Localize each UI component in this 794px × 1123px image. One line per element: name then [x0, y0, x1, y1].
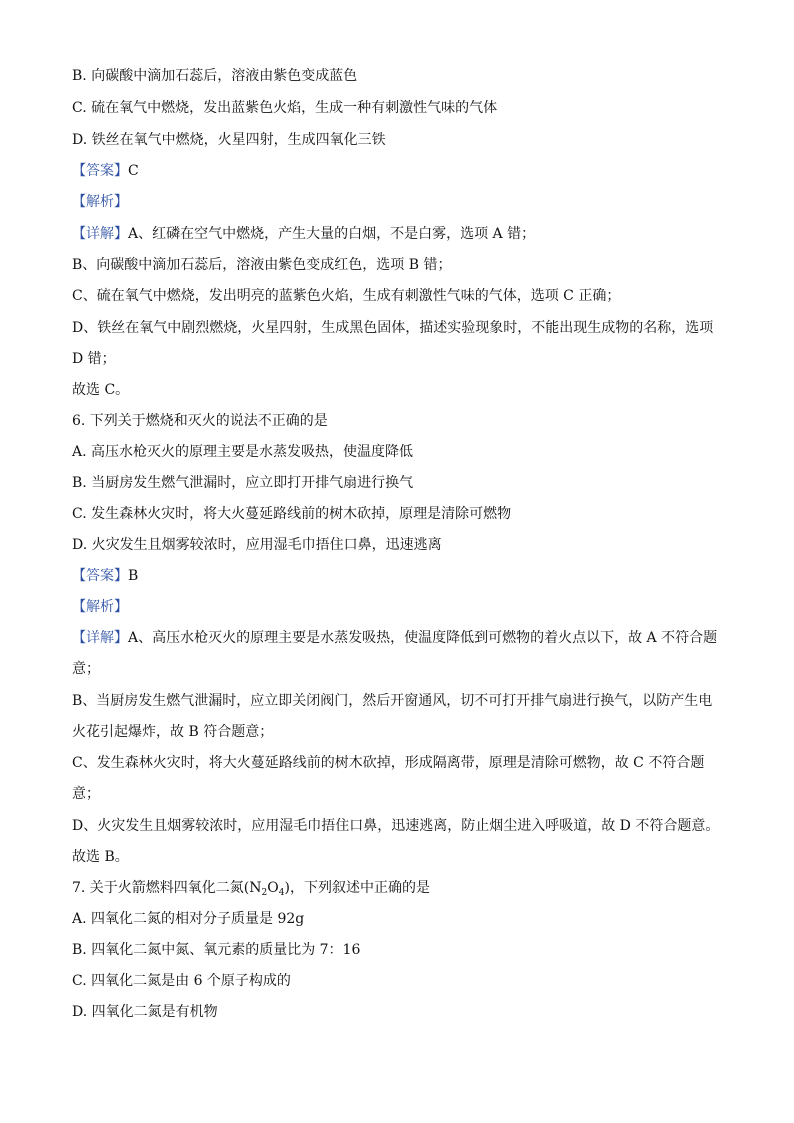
q6-detail-a-1: 【详解】A、高压水枪灭火的原理主要是水蒸发吸热，使温度降低到可燃物的着火点以下，故 A 不符合题	[72, 630, 718, 646]
q6-option-c: C. 发生森林火灾时，将大火蔓延路线前的树木砍掉，原理是清除可燃物	[72, 506, 512, 522]
q6-answer: B	[128, 568, 139, 584]
q6-detail-c-2: 意；	[72, 786, 100, 802]
q5-option-d: D. 铁丝在氧气中燃烧，火星四射，生成四氧化三铁	[72, 132, 386, 148]
q6-detail-a-2: 意；	[72, 661, 100, 677]
q5-detail-d-2: D 错；	[72, 351, 116, 367]
q7-option-c: C. 四氧化二氮是由 6 个原子构成的	[72, 973, 291, 989]
q6-option-d: D. 火灾发生且烟雾较浓时，应用湿毛巾捂住口鼻，迅速逃离	[72, 537, 442, 553]
q5-conclusion: 故选 C。	[72, 382, 130, 398]
q6-analysis-tag: 【解析】	[72, 599, 128, 615]
q5-detail-tag: 【详解】	[72, 226, 128, 242]
q7-option-a: A. 四氧化二氮的相对分子质量是 92g	[72, 911, 305, 927]
q6-answer-tag: 【答案】	[72, 568, 128, 584]
q6-stem: 6. 下列关于燃烧和灭火的说法不正确的是	[72, 413, 328, 429]
q7-stem: 7. 关于火箭燃料四氧化二氮$(N_2O_4)$，下列叙述中正确的是	[72, 880, 430, 898]
q5-detail-d-1: D、铁丝在氧气中剧烈燃烧，火星四射，生成黑色固体，描述实验现象时，不能出现生成物的名称，选项	[72, 320, 714, 336]
q7-option-d: D. 四氧化二氮是有机物	[72, 1004, 218, 1020]
q5-answer: C	[128, 163, 139, 179]
q5-detail-a: 【详解】A、红磷在空气中燃烧，产生大量的白烟，不是白雾，选项 A 错；	[72, 226, 536, 242]
q6-detail-b-1: B、当厨房发生燃气泄漏时，应立即关闭阀门，然后开窗通风，切不可打开排气扇进行换气，以防产生电	[72, 693, 713, 709]
q6-option-b: B. 当厨房发生燃气泄漏时，应立即打开排气扇进行换气	[72, 475, 414, 491]
q6-detail-b-2: 火花引起爆炸，故 B 符合题意；	[72, 724, 274, 740]
q5-option-c: C. 硫在氧气中燃烧，发出蓝紫色火焰，生成一种有刺激性气味的气体	[72, 100, 498, 116]
q5-analysis-tag: 【解析】	[72, 194, 128, 210]
q5-option-b: B. 向碳酸中滴加石蕊后，溶液由紫色变成蓝色	[72, 68, 358, 84]
q6-conclusion: 故选 B。	[72, 849, 129, 865]
q5-detail-b: B、向碳酸中滴加石蕊后，溶液由紫色变成红色，选项 B 错；	[72, 257, 452, 273]
q5-detail-c: C、硫在氧气中燃烧，发出明亮的蓝紫色火焰，生成有刺激性气味的气体，选项 C 正确；	[72, 288, 621, 304]
q5-answer-tag: 【答案】	[72, 163, 128, 179]
q6-answer-line	[72, 567, 722, 585]
q6-detail-tag: 【详解】	[72, 630, 128, 646]
q5-answer-line	[72, 162, 722, 180]
q7-option-b: B. 四氧化二氮中氮、氧元素的质量比为 7：16	[72, 942, 361, 958]
q6-option-a: A. 高压水枪灭火的原理主要是水蒸发吸热，使温度降低	[72, 444, 414, 460]
q6-detail-c-1: C、发生森林火灾时，将大火蔓延路线前的树木砍掉，形成隔离带，原理是清除可燃物，故 C 不符合题	[72, 755, 705, 771]
q6-detail-d: D、火灾发生且烟雾较浓时，应用湿毛巾捂住口鼻，迅速逃离，防止烟尘进入呼吸道，故 D 不符合题意。	[72, 818, 720, 834]
